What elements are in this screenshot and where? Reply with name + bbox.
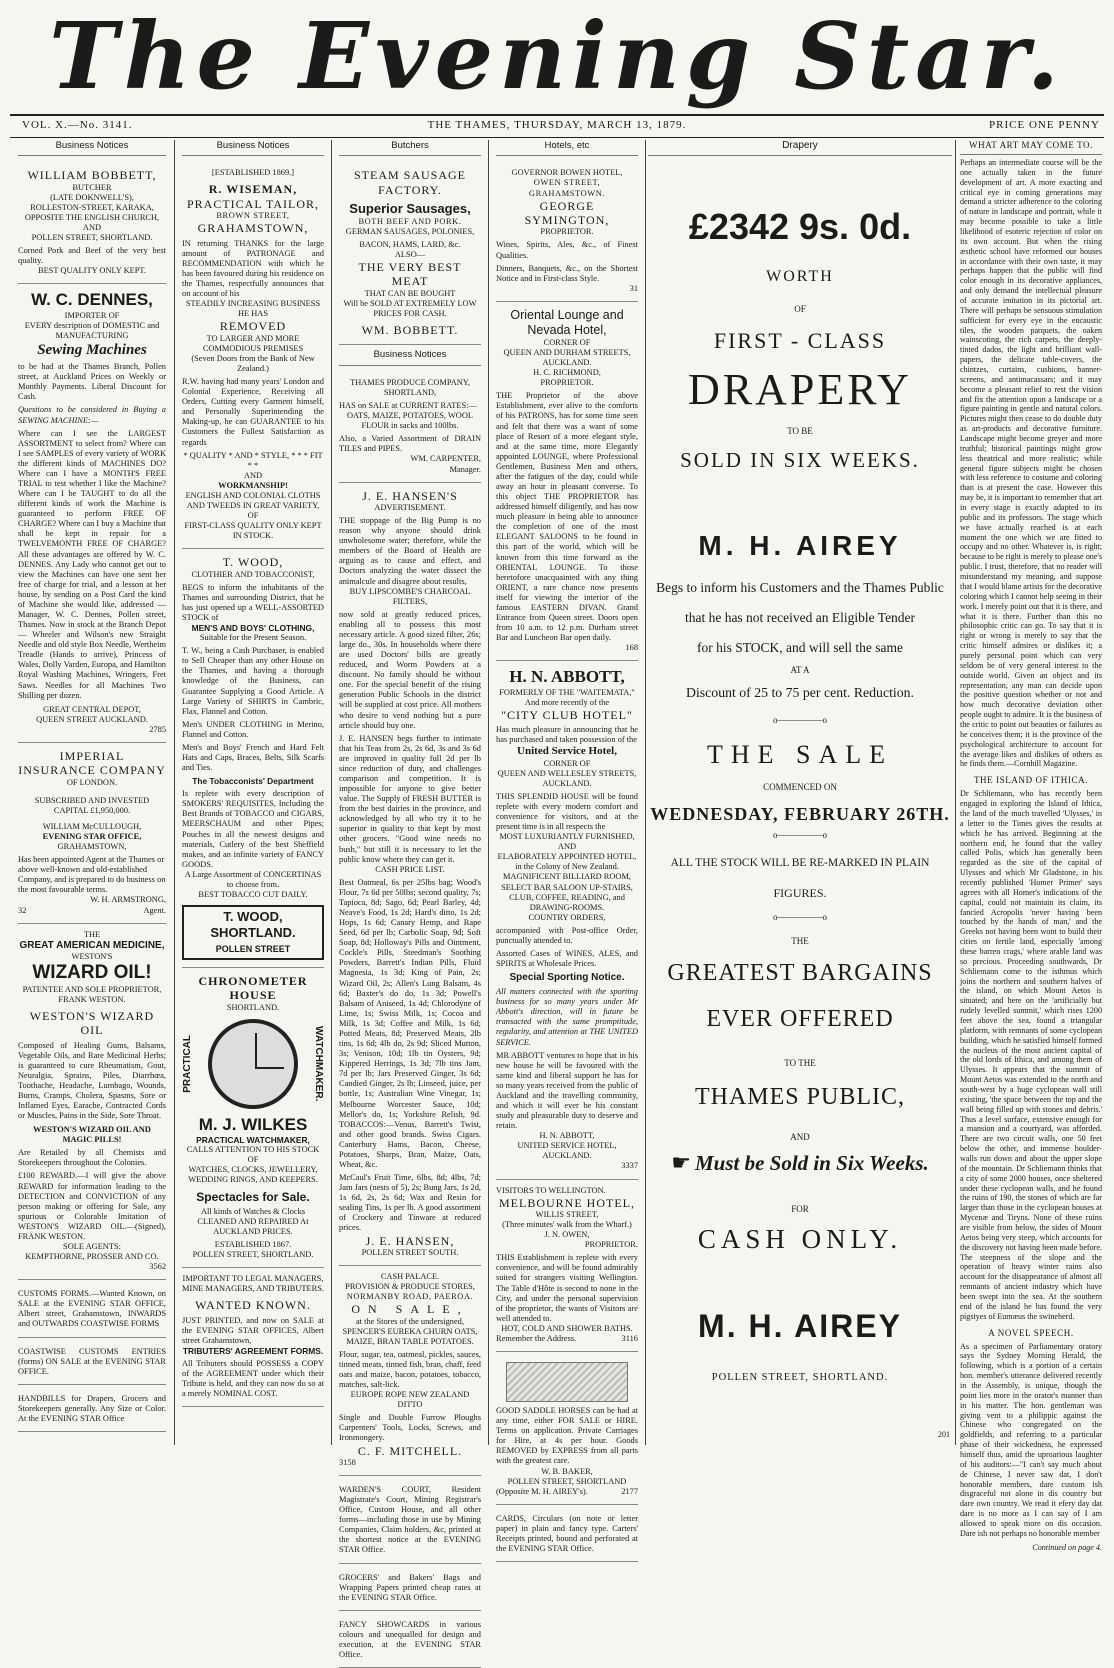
advert-produce-company <box>339 372 481 483</box>
advert-signature: WM. BOBBETT. <box>361 323 459 338</box>
advert-line: SPENCER'S EUREKA CHURN OATS, MAIZE, BRAN TABLE POTATOES. <box>342 1326 478 1346</box>
advert-cards: CARDS, Circulars (on note or letter paper) in plain and fancy type. Carters' Receipts printed, bound and perforated at the EVENING STAR Office. <box>496 1508 638 1562</box>
advert-trade: CLOTHIER AND TOBACCONIST, <box>191 569 315 579</box>
drapery-line: CASH ONLY. <box>697 1224 903 1254</box>
advert-name: Oriental Lounge and Nevada Hotel, <box>510 307 624 337</box>
issue-date: THE THAMES, THURSDAY, MARCH 13, 1879. <box>427 119 687 131</box>
advert-name: H. N. ABBOTT, <box>509 667 625 687</box>
advert-text: Assorted Cases of WINES, ALES, and SPIRITS at Wholesale Prices. <box>496 948 638 969</box>
article-title: WHAT ART MAY COME TO. <box>960 140 1102 155</box>
merchant-address: POLLEN STREET, SHORTLAND. <box>711 1372 889 1383</box>
ornament-divider: o—————o <box>773 715 827 725</box>
advert-text: MR ABBOTT ventures to hope that in his new house he will be favoured with the same kind and liberal support he has for so many years received from the public of Auckland and the travelling community, and which it will ever be his constant study and pleasurable duty to deserve and retain. <box>496 1050 638 1131</box>
wood-logo-box <box>182 905 324 960</box>
advert-address: BROWN STREET, <box>216 211 290 221</box>
drapery-line: ALL THE STOCK WILL BE RE-MARKED IN PLAIN <box>670 857 930 869</box>
advert-line: (Three minutes' walk from the Wharf.) <box>502 1220 632 1230</box>
advert-cash-palace <box>339 1266 481 1476</box>
merchant-name: M. H. AIREY <box>698 1308 902 1344</box>
advert-text: BEGS to inform the inhabitants of the Thames and surrounding District, that he has just opened up a WELL-ASSORTED STOCK of <box>182 582 324 622</box>
advert-line: WANTED KNOWN. <box>195 1298 311 1313</box>
advert-line: AND <box>82 223 102 233</box>
advert-sausage-factory <box>339 162 481 345</box>
advert-text: Dinners, Banquets, &c., on the Shortest Notice and in First-class Style. <box>496 263 638 283</box>
advert-line: WESTON'S WIZARD OIL AND MAGIC PILLS! <box>33 1125 151 1145</box>
drapery-line: FIGURES. <box>773 886 827 900</box>
advert-line: CALLS ATTENTION TO HIS STOCK OF <box>186 1145 320 1165</box>
article-text: Perhaps an intermediate course will be the one actually taken in the future development of art. A more exacting and critical eye in coming generations may demand a stricter adherence to the coloring of nature in landscape and portrait, while it may become possible to take a little likelihood of esoteric rejection of color on its own account. But when the rising æsthetic school have reformed our houses in accordance with their own taste, it may perhaps happen that the public will find color enough in its decorative appliances, and only demand the intellectual pleasure of accurate imitation in its pictorial art. There will perhaps be sensuous stimulation sufficient for every eye in the encaustic tiles, the wooden parquets, the oaken wainscoting, the rich carpets, the deeply-tinted dados, the light and brilliant wall-papers, the delicate table-covers, the chintzes, curtains, cushions, banner-screens, and antimacassars; and it may become a pleasant relief to rest the vision and fix the attention upon a landscape or a figure painting in gentle and natural colors. Pictures might then cease to do double duty as art-products and decorative furniture. Landscape might become greyer and more truthful; historical paintings might grow less theatrical and more realistic; while general figure subjects might be chosen with less reference to costume and coloring than is at present the case. However this may be, it is important to remember that art in every stage is exactly adapted to its public and its professors. The stage which we have actually reached is at each moment the one which we are fitted to occupy and no other. Whatever is, is right; because to be right is merely to please one's public. I trust, therefore, that no reader will misunderstand my meaning, and suppose that I would blame artists for the decorative coloring which I cannot help seeing in their work. I merely point out that it is there, and what it is there. Further than this no philosophic critic can go. To say that it is right or wrong is merely to say that the critic himself admires or dislikes it; a purely personal point which can very seldom be of very general interest to the outside world. Given an object and its representation, any man can decide upon the positive question whether or not and how much decorative deviation other people ought to admire. It is the business of the critic to point out beauties or failures as he conceives them; it is the province of the psychological architecture to account for the average likes and dislikes of others as he finds them.—Cornhill Magazine. <box>960 157 1102 769</box>
column-heading: Hotels, etc <box>496 140 638 156</box>
advert-line: EUROPE ROPE NEW ZEALAND DITTO <box>350 1390 470 1410</box>
advert-text: Has much pleasure in announcing that he has purchased and taken possession of the <box>496 725 638 745</box>
advert-wiseman <box>182 162 324 549</box>
advert-name: INSURANCE COMPANY <box>18 763 166 778</box>
advert-line: PATENTEE AND SOLE PROPRIETOR, <box>22 984 162 994</box>
advert-text: R.W. having had many years' London and Colonial Experience, Receiving all Orders, Cutting every Garment himself, and Personally Superintending the Making-up, he can GUARANTEE to his Customers the Fullest Satisfaction as regards <box>182 377 324 447</box>
advert-name: H. C. RICHMOND, <box>533 368 601 378</box>
advert-text: JUST PRINTED, and now on SALE at the EVENING STAR OFFICES, Albert street Grahamstown, <box>182 1315 324 1346</box>
advert-line: BUY LIPSCOMBE'S CHARCOAL FILTERS, <box>349 586 471 606</box>
merchant-name: M. H. AIREY <box>698 530 902 561</box>
advert-line: CASH PRICE LIST. <box>375 864 445 874</box>
advert-line: GERMAN SAUSAGES, POLONIES, <box>345 226 475 236</box>
advert-line: WESTON'S WIZARD OIL <box>29 1008 155 1038</box>
advert-line: ADVERTISEMENT. <box>374 502 446 512</box>
column-divider <box>331 140 332 1445</box>
dateline <box>0 117 1114 137</box>
advert-trade: PRACTICAL TAILOR, <box>186 196 320 211</box>
drapery-line: for his STOCK, and will sell the same <box>697 640 903 655</box>
advert-name: R. WISEMAN, <box>208 182 298 197</box>
drapery-line: GREATEST BARGAINS <box>667 960 933 986</box>
masthead-rule <box>10 114 1104 116</box>
advert-line: (Seven Doors from the Bank of New Zealand.) <box>191 353 315 373</box>
advert-line: AND <box>243 470 263 480</box>
advert-airey-drapery <box>648 140 952 1445</box>
wood-logo-name: T. WOOD, <box>223 909 283 925</box>
advert-line: KEMPTHORNE, PROSSER AND CO. <box>25 1252 159 1262</box>
advert-line: CLUB, COFFEE, READING, and DRAWING-ROOMS. <box>509 892 625 912</box>
advert-line: WESTON'S <box>71 951 113 961</box>
advert-line: SUBSCRIBED AND INVESTED <box>34 795 150 805</box>
clock-icon <box>208 1019 298 1109</box>
column-heading: Business Notices <box>18 140 166 156</box>
advert-address: POLLEN STREET, SHORTLAND. <box>31 233 153 243</box>
advert-line: MOST LUXURIANTLY FURNISHED, <box>499 832 635 842</box>
advert-number: 3158 <box>339 1457 356 1467</box>
advert-line: FIRST-CLASS QUALITY ONLY KEPT IN STOCK. <box>184 521 322 541</box>
advert-line: ESTABLISHED 1867. <box>214 1240 292 1250</box>
advert-line: PROVISION & PRODUCE STORES, <box>345 1282 475 1292</box>
advert-text: THE stoppage of the Big Pump is no reason why anyone should drink unwholesome water; therefore, while the members of the Board of Health are arguing as to cause and effect, and Doctors analyzing the water dissect the animalcule and disagree about results, <box>339 516 481 586</box>
continued-note: Continued on page 4. <box>1032 1542 1102 1552</box>
advert-grocers-bags: GROCERS' and Bakers' Bags and Wrapping Papers printed cheap rates at the EVENING STAR Office. <box>339 1567 481 1611</box>
advert-line: REMOVED <box>219 319 287 334</box>
drapery-line: FOR <box>791 1204 809 1214</box>
advert-chronometer <box>182 968 324 1268</box>
advert-text: GOOD SADDLE HORSES can be had at any time, either FOR SALE or HIRE. Terms on application. Private Carriages for Hire, at 4s per hour. Goods REMOVED by EXPRESS from all parts with the greatest care. <box>496 1406 638 1466</box>
advert-number: 31 <box>629 283 638 293</box>
advert-address: GRAHAMSTOWN, <box>197 221 309 236</box>
advert-line: PRACTICAL <box>182 1034 193 1093</box>
column-heading: Butchers <box>339 140 481 156</box>
advert-number: 32 <box>18 905 27 915</box>
advert-address: QUEEN STREET AUCKLAND. <box>36 714 148 724</box>
advert-line: MAGNIFICENT BILLIARD ROOM, <box>502 872 632 882</box>
advert-name: WIZARD OIL! <box>32 961 152 983</box>
advert-line: CAPITAL £1,950,000. <box>53 805 131 815</box>
advert-line: PRICES FOR CASH. <box>373 309 447 319</box>
article-title: THE ISLAND OF ITHICA. <box>973 775 1089 786</box>
advert-trade: PRACTICAL WATCHMAKER, <box>196 1135 310 1146</box>
advert-signature: W. B. BAKER, <box>541 1466 593 1476</box>
advert-product: Sewing Machines <box>37 342 147 359</box>
advert-name: STEAM SAUSAGE FACTORY. <box>353 168 466 197</box>
advert-line: GREAT AMERICAN MEDICINE, <box>19 939 165 951</box>
must-be-sold-row <box>648 1150 952 1176</box>
volume-number: VOL. X.—No. 3141. <box>22 119 133 131</box>
drapery-line: SOLD IN SIX WEEKS. <box>680 448 920 472</box>
sale-start-date: WEDNESDAY, FEBRUARY 26TH. <box>650 804 950 824</box>
advert-line: MEN'S AND BOYS' CLOTHING, <box>191 623 315 634</box>
drapery-line: TO THE <box>784 1058 816 1068</box>
wood-logo <box>182 905 324 960</box>
advert-address: POLLEN STREET SOUTH. <box>361 1247 459 1257</box>
column-divider <box>955 140 956 1445</box>
advert-tributers <box>182 1268 324 1407</box>
advert-line: VISITORS TO WELLINGTON. <box>496 1185 606 1195</box>
drapery-line: TO BE <box>787 426 813 436</box>
advert-text: Also, a Varied Assortment of DRAIN TILES and PIPES. <box>339 434 481 454</box>
advert-line: HOT, COLD AND SHOWER BATHS. <box>501 1323 633 1333</box>
advert-text: J. E. HANSEN begs further to intimate that his Teas from 2s, 2s 6d, 3s and 3s 6d are improved in quality full 2d per lb since reduction of duty, and challenges comparison and competition. It is impossible for anyone to give better value. The Supply of FRESH BUTTER is from the best dairies in the province, and acknowledged by all who try it to be superior in quality to that kept by most other grocers. "Good wine needs no bush," but still it is necessary to let the public know where they can get it. <box>339 733 481 864</box>
advert-line: AND <box>557 842 577 852</box>
advert-text: Men's UNDER CLOTHING in Merino, Flannel and Cotton. <box>182 719 324 739</box>
advert-name: W. C. DENNES, <box>31 290 153 310</box>
drapery-line: AT A <box>790 665 810 675</box>
advert-line: THAT CAN BE BOUGHT <box>364 288 456 298</box>
advert-line: UNITED SERVICE HOTEL, <box>517 1141 617 1151</box>
drapery-line: that he has not received an Eligible Tender <box>684 610 916 625</box>
advert-line: COUNTRY ORDERS, <box>528 912 606 922</box>
advert-line: AUCKLAND. <box>542 1151 592 1161</box>
advert-line: BEST TOBACCO CUT DAILY. <box>198 890 308 900</box>
advert-address: WILLIS STREET, <box>535 1210 599 1220</box>
article-text: Dr Schliemann, who has recently been engaged in exploring the Island of Ithica, the land of the much travelled 'Ulysses,' in a letter to the Times gives the results at which he has arrived. Beginning at the northern end, he found that the valley called Polis, which has generally been regarded as the site of the capital of Ulysses and which Mr Gladstone, in his recently published 'Homer Primer' says agrees with all Homer's indications of the capital, could not maintain its claim, its fancied Acropolis 'never having been touched by the hands of man,' and the Greeks not having been wont to build their cities on fertile land, especially 'among these barren crags,' where arable land was so precious. Proceeding southwards, Dr Schliemann come to the isthmus which joins the northern and southern halves of the island, on which Mount Aetos is situated; and here on the 'artificially but rudely levelled summit,' which rises 1200 feet above the sea, found a triangular platform, with remnants of some cyclopean building, which he satisfied himself formed the nucleus of the most ancient capital of the old lords of Ithica, and among them of Ulysses. It appears that the summit of Mount Aetos was extended to the north and south-west by a huge cyclopean wall still existing, 'the space between the top and the wall being filled up with stones and debris.' Thus a level surface, extensive enough for a mansion and a courtyard, was afforded. There are two circuit walls, one 50 feet below the other, and immense boulder-walls run down and about the upper slope of the mountain. Dr Schliemann thinks that a city of some 2000 houses, once sheltered under these cyclopean walls, and he found the ruins of 190, the stones of which are far larger than those in the cyclopean houses at Mycenæ and Tiryns. None of these ruins are visible from below, the sides of Mount Aetos being very steep, which accounts for the discovery not having been made before. The steepness of the slope and the operation of heavy winter rains also account for the disappearance of almost all remnants of ancient industry which have been swept into the sea. At the southern end of the island he has found the very pigstyes of Eumæus the swineherd. <box>960 789 1102 1321</box>
advert-signature: WM. CARPENTER, <box>410 454 481 464</box>
advert-saddle-horses <box>496 1352 638 1505</box>
drapery-line: THE SALE <box>706 740 894 769</box>
advert-line: BACON, HAMS, LARD, &c. <box>359 239 461 249</box>
advert-line: GREAT CENTRAL DEPOT, <box>43 704 141 714</box>
advert-text: Where can I see the LARGEST ASSORTMENT to select from? Where can I see SAMPLES of every variety of WORK the different kinds of MACHINES DO? Where can I have a MONTH'S FREE TRIAL to test whether I like the Machine? Where can I be TAUGHT to do all the different kinds of work the Machine is guaranteed to perform FREE OF CHARGE? Where can I buy a Machine that shall be kept in repair for a TWELVEMONTH FREE OF CHARGE? All these advantages are offered by W. C. DENNES. Any Lady who cannot get out to view the Machines can have one sent her free of charge for trial, and a lesson at her house, by sending on a Post Card the kind of Machine she would like, addressed — Manager, W. C. Dennes, Pollen street, Thames. Now in stock at the Branch Depot— Wheeler and Wilson's new Straight Needle and old style Box Needle, Wertheim Treadle (Hands to arrive), Princess of Wales, Dolly Varden, Europa, and Hamilton Royal Washing Machines, Wringers, Fret Saws. Needles for all Machines Two Shilling per dozen. <box>18 428 166 700</box>
advert-wardens-court: WARDEN'S COURT, Resident Magistrate's Court, Mining Registrar's Office, Custom House, and all other forms—including those in use by Mining Companies, Claim holders, &c, printed at the shortest notice at the EVENING STAR Office. <box>339 1479 481 1564</box>
advert-address: QUEEN AND DURHAM STREETS, <box>503 347 631 357</box>
advert-text: THIS Establishment is replete with every convenience, and will be found admirably suited for strangers visiting Wellington. The Table d'Hôte is second to none in the City, and under the personal supervision of the proprietor, the wants of Visitors are well attended to. <box>496 1253 638 1323</box>
advert-line: Will be SOLD AT EXTREMELY LOW <box>343 298 477 308</box>
advert-text: IN returning THANKS for the large amount of PATRONAGE and RECOMMENDATION with which he has been favoured during his residence on the Thames, respectfully announces that on account of his <box>182 238 324 299</box>
dateline-rule <box>10 137 1104 138</box>
article-text: As a specimen of Parliamentary oratory says the Sydney Morning Herald, the following, which is a portion of a certain hon. member's utterance delivered recently in the Assembly, is unique, though the point lies more in the orator's manner than in his matter. The hon. gentleman was giving vent to a philippic against the Chinese who congregated on the goldfields, and referring to a particular phase of their wickedness, he expressed himself thus, amid the uproarious laughter of his auditors:—"I can't say much about de Chinese, I never saw dat, I don't honorable members, dare custom ish disgraceful not alone in dis country but dare own country. We read it efery day dat dare is no more as I can say of I am allowed to speak more on dis occasion. Dare ish not perhaps no honorable member <box>960 1341 1102 1538</box>
advert-address: OWEN STREET, GRAHAMSTOWN. <box>528 178 606 198</box>
advert-oriental-lounge <box>496 302 638 661</box>
drapery-line: WORTH <box>766 268 834 285</box>
column-divider <box>645 140 646 1445</box>
advert-text: Are Retailed by all Chemists and Storekeepers throughout the Colonies. <box>18 1148 166 1168</box>
advert-line: And more recently of the <box>524 697 610 707</box>
advert-line: PROPRIETOR. <box>540 227 594 237</box>
advert-name: THAMES PRODUCE COMPANY, SHORTLAND, <box>350 377 470 397</box>
advert-line: GRAHAMSTOWN, <box>57 842 127 852</box>
advert-line: ENGLISH AND COLONIAL CLOTHS AND TWEEDS IN GREAT VARIETY, <box>185 490 321 510</box>
advert-text: McCaul's Fruit Time, 6lbs, 8d; 4lbs, 7d; Jam Jars (nests of 5), 2s; Bung Jars, 1s 2d, 1s 6d, 2s, 2s 6d; Wax and Resin for sealing Tins, 1s per lb. A good assortment of Crockery and Tinware at reduced prices. <box>339 1173 481 1233</box>
advert-line: ALSO— <box>394 250 426 259</box>
advert-line: BOTH BEEF AND PORK. <box>358 216 462 226</box>
advert-text: now sold at greatly reduced prices, enabling all to possess this most necessary article. A good sized filter, 26s; large do., 30s. In households where there are used Doctors' bills are greatly reduced, and Worm Powders at a discount. No family should be without one. For the special benefit of the rising generation Public Schools in the district will be supplied at cost price. All mothers who desire to vend nothing but a pure article should buy one. <box>339 609 481 730</box>
advert-number: 3562 <box>149 1262 166 1272</box>
column-divider <box>488 140 489 1445</box>
advert-text: £100 REWARD.—I will give the above REWARD for information leading to the DETECTION and CONVICTION of any person making or offering for Sale, any spurious or Colorable Imitation of WESTON'S WIZARD OIL.—(Signed), FRANK WESTON. <box>18 1171 166 1241</box>
advert-name: IMPERIAL <box>59 748 125 763</box>
advert-number: 2785 <box>149 724 166 734</box>
advert-line: Suitable for the Present Season. <box>199 633 307 643</box>
advert-line: Agent. <box>143 905 166 915</box>
advert-text: Men's and Boys' French and Hard Felt Hats and Caps, Braces, Belts, Silk Scarfs and Ties. <box>182 742 324 773</box>
masthead <box>0 0 1114 112</box>
advert-line: SOLE AGENTS: <box>63 1242 121 1252</box>
advert-line: WATCHES, CLOCKS, JEWELLERY, WEDDING RINGS, AND KEEPERS. <box>188 1165 318 1185</box>
wood-logo-place: SHORTLAND. <box>210 924 296 940</box>
advert-line: THE VERY BEST MEAT <box>358 260 462 289</box>
advert-line: Remember the Address. <box>496 1333 577 1343</box>
drapery-line: AND <box>790 1132 810 1142</box>
advert-signature: J. E. HANSEN, <box>365 1233 455 1248</box>
drapery-line: OF <box>794 304 806 314</box>
coach-horses-illustration <box>506 1362 628 1402</box>
advert-signature: C. F. MITCHELL. <box>357 1443 463 1458</box>
advert-line: The Tobacconists' Department <box>192 776 314 787</box>
advert-address: POLLEN STREET, SHORTLAND <box>507 1476 627 1486</box>
column-editorial <box>958 140 1104 1552</box>
advert-name: CHRONOMETER HOUSE <box>198 973 308 1003</box>
advert-line: Superior Sausages, <box>349 201 471 217</box>
advert-text: Composed of Healing Gums, Balsams, Vegetable Oils, and Rare Medicinal Herbs; is guaranteed to cure Rheumatism, Gout, Neuralgia, Sprains, Piles, Diarrhœa, Toothache, Headache, Lumbago, Wounds, Burns, Cramps, Cholera, Spasms, Sore or Inflamed Eyes, Earache, Contracted Cords or Muscles, Pains in the Side, Sore Throat. <box>18 1040 166 1121</box>
column-heading: Business Notices <box>182 140 324 156</box>
advert-imperial-insurance <box>18 743 166 924</box>
advert-signature: H. N. ABBOTT, <box>539 1131 595 1141</box>
advert-text: All Tributers should POSSESS a COPY of the AGREEMENT under which their Tribute is held, and they can now do so at a merely NOMINAL COST. <box>182 1359 324 1399</box>
advert-wizard-oil <box>18 924 166 1281</box>
ornament-divider: o—————o <box>773 830 827 840</box>
sale-amount: £2342 9s. 0d. <box>688 206 912 247</box>
advert-name: WILLIAM BOBBETT, <box>27 168 157 183</box>
advert-line: WORKMANSHIP! <box>218 480 288 490</box>
advert-line: AUCKLAND. <box>542 778 592 788</box>
advert-address: SHORTLAND. <box>226 1002 280 1012</box>
advert-text: to be had at the Thames Branch, Pollen street, at Auckland Prices on Weekly or Monthly Payments. Liberal Discount for Cash. <box>18 362 166 402</box>
pointing-hand-icon: ☛ <box>671 1150 691 1175</box>
drapery-line: FIRST - CLASS <box>713 328 887 353</box>
advert-line: CORNER OF <box>543 337 591 347</box>
advert-governor-bowen <box>496 162 638 301</box>
advert-hansen <box>339 483 481 1266</box>
advert-text: Single and Double Furrow Ploughs Carpenters' Tools, Locks, Screws, and Ironmongery. <box>339 1413 481 1443</box>
advert-line: EVENING STAR OFFICE, <box>42 832 142 842</box>
advert-line: OF LONDON. <box>66 777 118 787</box>
advert-line: * QUALITY * AND * STYLE, * * * FIT * * <box>183 450 323 470</box>
advert-handbills: HANDBILLS for Drapers, Grocers and Storekeepers generally. Any Size or Color. At the EVENING STAR Office <box>18 1388 166 1432</box>
advert-wood <box>182 549 324 968</box>
advert-line: TRIBUTERS' AGREEMENT FORMS. <box>182 1346 324 1357</box>
advert-line: AUCKLAND. <box>542 358 592 368</box>
advert-fancy-showcards: FANCY SHOWCARDS in various colours and unequalled for design and execution, at the EVENING STAR Office. <box>339 1614 481 1668</box>
advert-signature: W. H. ARMSTRONG, <box>90 895 166 905</box>
column-heading: Drapery <box>648 140 952 156</box>
advert-dennes <box>18 284 166 742</box>
advert-trade: BUTCHER <box>72 182 112 192</box>
advert-number: 3116 <box>621 1333 638 1343</box>
column-divider <box>174 140 175 1445</box>
advert-text: Corned Pork and Beef of the very best quality. <box>18 246 166 266</box>
advert-name: IMPORTANT TO LEGAL MANAGERS, MINE MANAGERS, AND TRIBUTERS. <box>182 1274 324 1294</box>
advert-address: ROLLESTON-STREET, KARAKA, <box>30 202 154 212</box>
advert-address: POLLEN STREET, SHORTLAND. <box>192 1250 314 1260</box>
advert-customs-forms: CUSTOMS FORMS.—Wanted Known, on SALE at the EVENING STAR OFFICE, Albert street, Grahamstown, INWARDS and OUTWARDS COASTWISE FORMS <box>18 1283 166 1337</box>
advert-coastwise: COASTWISE CUSTOMS ENTRIES (forms) ON SALE at the EVENING STAR OFFICE. <box>18 1341 166 1385</box>
advert-line: United Service Hotel, <box>517 745 617 758</box>
drapery-line: Begs to inform his Customers and the Thames Public <box>656 580 944 595</box>
advert-address: NORMANBY ROAD, PAEROA. <box>346 1292 474 1302</box>
advert-line: FRANK WESTON. <box>58 994 126 1004</box>
advert-line: Special Sporting Notice. <box>509 972 625 984</box>
advert-line: HE HAS <box>237 309 268 319</box>
drapery-discount: Discount of 25 to 75 per cent. Reduction. <box>686 685 914 700</box>
advert-number: 201 <box>938 1430 950 1439</box>
advert-line: SELECT BAR SALOON UP-STAIRS, <box>501 882 633 892</box>
advert-melbourne-hotel <box>496 1180 638 1352</box>
advert-name: GEORGE SYMINGTON, <box>524 198 610 228</box>
advert-name: J. E. HANSEN'S <box>362 488 458 503</box>
advert-text: HAS on SALE at CURRENT RATES:— <box>339 401 477 411</box>
advert-line: BEST QUALITY ONLY KEPT. <box>37 266 147 276</box>
advert-line: [ESTABLISHED 1869.] <box>211 168 295 178</box>
advert-line: THE <box>83 929 101 939</box>
advert-name: WILLIAM McCULLOUGH, <box>42 821 142 831</box>
advert-name: GOVERNOR BOWEN HOTEL, <box>511 168 623 178</box>
advert-number: 2177 <box>621 1486 638 1496</box>
advert-line: ON SALE, <box>351 1302 469 1317</box>
advert-name: M. J. WILKES <box>198 1114 308 1134</box>
advert-text: T. W., being a Cash Purchaser, is enabled to Sell Cheaper than any other House on the Thames, and having a thorough knowledge of the Business, can Guarantee Supplying a Good Article. A Large Variety of SHIRTS in Cambric, Flax, Flannel and Cotton. <box>182 646 324 716</box>
advert-number: 168 <box>625 643 638 653</box>
advert-text: Has been appointed Agent at the Thames or above well-known and old-established Company, and is prepared to do business on the most favourable terms. <box>18 855 166 895</box>
issue-price: PRICE ONE PENNY <box>989 119 1100 131</box>
drapery-line: THE <box>791 936 809 946</box>
drapery-line: COMMENCED ON <box>763 782 837 792</box>
advert-text: Wines, Spirits, Ales, &c., of Finest Qualities. <box>496 240 638 260</box>
advert-bobbett <box>18 162 166 284</box>
advert-line: OF <box>247 511 259 521</box>
advert-line: IMPORTER OF <box>64 310 120 320</box>
drapery-title: DRAPERY <box>688 365 912 414</box>
drapery-line: Must be Sold in Six Weeks. <box>694 1150 929 1175</box>
advert-line: ELABORATELY APPOINTED HOTEL, in the Colony of New Zealand. <box>497 852 637 872</box>
advert-line: WATCHMAKER. <box>313 1026 324 1102</box>
advert-line: Spectacles for Sale. <box>196 1189 310 1204</box>
advert-line: at the Stores of the undersigned, <box>356 1316 464 1326</box>
advert-address: QUEEN AND WELLESLEY STREETS, <box>497 768 637 778</box>
advert-line: TO LARGER AND MORE COMMODIOUS PREMISES <box>202 333 304 353</box>
advert-name: J. N. OWEN, <box>544 1230 590 1240</box>
advert-name: T. WOOD, <box>222 555 284 570</box>
advert-line: "CITY CLUB HOTEL" <box>501 707 633 722</box>
advert-line: FORMERLY OF THE "WAITEMATA," <box>499 687 635 697</box>
advert-line: PROPRIETOR. <box>540 378 594 388</box>
advert-abbott <box>496 661 638 1179</box>
drapery-line: EVER OFFERED <box>706 1006 894 1032</box>
advert-line: A Large Assortment of CONCERTINAS to choose from. <box>184 869 322 889</box>
advert-text: Is replete with every description of SMOKERS' REQUISITES, Including the Best Brands of TOBACCO and CIGARS, MEERSCHAUM and other Pipes; Pouches in all the newest designs and materials, Cutlery of the best Sheffield makes, and an infinite variety of FANCY GOODS. <box>182 789 324 869</box>
advert-number: 3337 <box>621 1161 638 1171</box>
wood-logo-street: POLLEN STREET <box>215 944 291 955</box>
advert-line: (LATE DOKNWELL'S), <box>50 192 134 202</box>
advert-line: All kinds of Watches & Clocks CLEANED AND REPAIRED At AUCKLAND PRICES. <box>197 1206 309 1237</box>
ornament-divider: o—————o <box>773 912 827 922</box>
column-hotels <box>490 140 644 1553</box>
advert-line: PROPRIETOR. <box>584 1240 638 1250</box>
article-title: A NOVEL SPEECH. <box>988 1327 1074 1338</box>
advert-line: EVERY description of DOMESTIC and MANUFACTURING <box>24 320 160 341</box>
advert-line: Manager. <box>449 464 481 474</box>
advert-text: accompanied with Post-office Order, punctually attended to. <box>496 925 638 945</box>
advert-text: Best Oatmeal, 6s per 25lbs bag; Wood's Flour, 7s 6d per 50lbs; second quality, 7s; Tapioca, 8d; Sago, 6d; Pearl Barley, 4d; Neave's Food, 1s 2d; Hard's ditto, 1s 2d; Hops, 1s 6d; Canary Hemp, and Rape Seed, 6d per lb; Carbolic Soap, 9d; Soft Soap, 8d; Holloway's Pills and Ointment, Cockle's Pills, Steedman's Soothing Powders, Barrett's Indian Pills, Fluid Magnesia, 1s 3d; King of Pain, 2s; Wizard Oil, 2s; Allen's Lung Balsam, 4s 6d; Baxter's do do, 1s 3d; Powell's Balsam of Aniseed, 1s 4d; Chlorodyne of Lime, 1s; Swiss Milk, 1s; Cocoa and Milk, 1s 3d; Coffee and Milk, 1s 6d; Potted Meats, 8d; Preserved Meats, 2lb tins, 1s 6d; 4lb do, 2s 9d; Sliced Mutton, 3s; Venison, 10d; 1lb tin Oysters, 9d; Kippered Herrings, 1s 3d; 7lb tins Jam, 7d per lb; Jars Preserved Ginger, 3s 6d; Candied Ginger, 2s lb; Linseed, juice, per bottle, 1s; Australian Wine Vinegar, 1s; Melbourne Worcester Sauce, 10d; Mellor's do, 1s; Yorkshire Relish, 9d. TOBACCOS:—Venus, Barrett's Twist, and other good brands. Swiss Cigars. Canterbury Hams, Bacon, Cheese, Potatoes, Sharps, Bran, Maize, Oats, Wheat, &c. <box>339 877 481 1169</box>
column-business-notices-2 <box>176 140 330 1445</box>
advert-line: STEADILY INCREASING BUSINESS <box>185 299 321 309</box>
advert-name: MELBOURNE HOTEL, <box>499 1195 635 1210</box>
column-business-notices-1 <box>12 140 172 1445</box>
column-heading: Business Notices <box>339 349 481 365</box>
advert-line: OPPOSITE THE ENGLISH CHURCH, <box>24 213 160 223</box>
advert-name: CASH PALACE. <box>380 1271 440 1281</box>
advert-line: CORNER OF <box>543 758 591 768</box>
advert-text: THIS SPLENDID HOUSE will be found replete with every modern comfort and convenience for visitors, and at the present time is in all respects the <box>496 791 638 832</box>
advert-text: All matters connected with the sporting business for so many years under Mr Abbott's direction, will in future be transacted with the same promptitude, regularity, and attention at THE UNITED SERVICE. <box>496 987 638 1047</box>
drapery-line: THAMES PUBLIC, <box>694 1084 906 1110</box>
column-butchers <box>333 140 487 1660</box>
advert-text: THE Proprietor of the above Establishment, ever alive to the comforts of his PATRONS, has for some time seen and felt that there was a want of some place of Resort of a more elegant style, and at the same time, more Elegantly appointed LOUNGE, where Professional Gentlemen, Business Men and others, after the fatigues of the day, could while away an hour in pleasant converse. To this object THE PROPRIETOR has addressed himself diligently, and has now much pleasure in being able to announce the completion of one of the most ELEGANT SALOONS to be found in this part of the world, which will be known from this time forward as the ORIENTAL LOUNGE. To those heretofore unacquainted with any thing ORIENT, a rare chance now presents itself for viewing the interior of the famous EASTERN DIVAN. Grand Entrance from Queen street. Doors open from 10 a.m. to 12 p.m. Durham street Bar and Luncheon Bar open daily. <box>496 391 638 643</box>
newspaper-title: The Evening Star. <box>49 2 1065 110</box>
advert-line: (Opposite M. H. AIREY's). <box>496 1486 588 1496</box>
advert-text: Questions to be considered in Buying a SEWING MACHINE:— <box>18 405 166 425</box>
advert-line: OATS, MAIZE, POTATOES, WOOL FLOUR in sacks and 100lbs. <box>346 411 474 431</box>
advert-text: Flour, sugar, tea, oatmeal, pickles, sauces, tinned meats, tinned fish, bran, chaff, feed oats and maize, bacon, potatoes, tobacco, matches, salt-lick. <box>339 1349 481 1390</box>
